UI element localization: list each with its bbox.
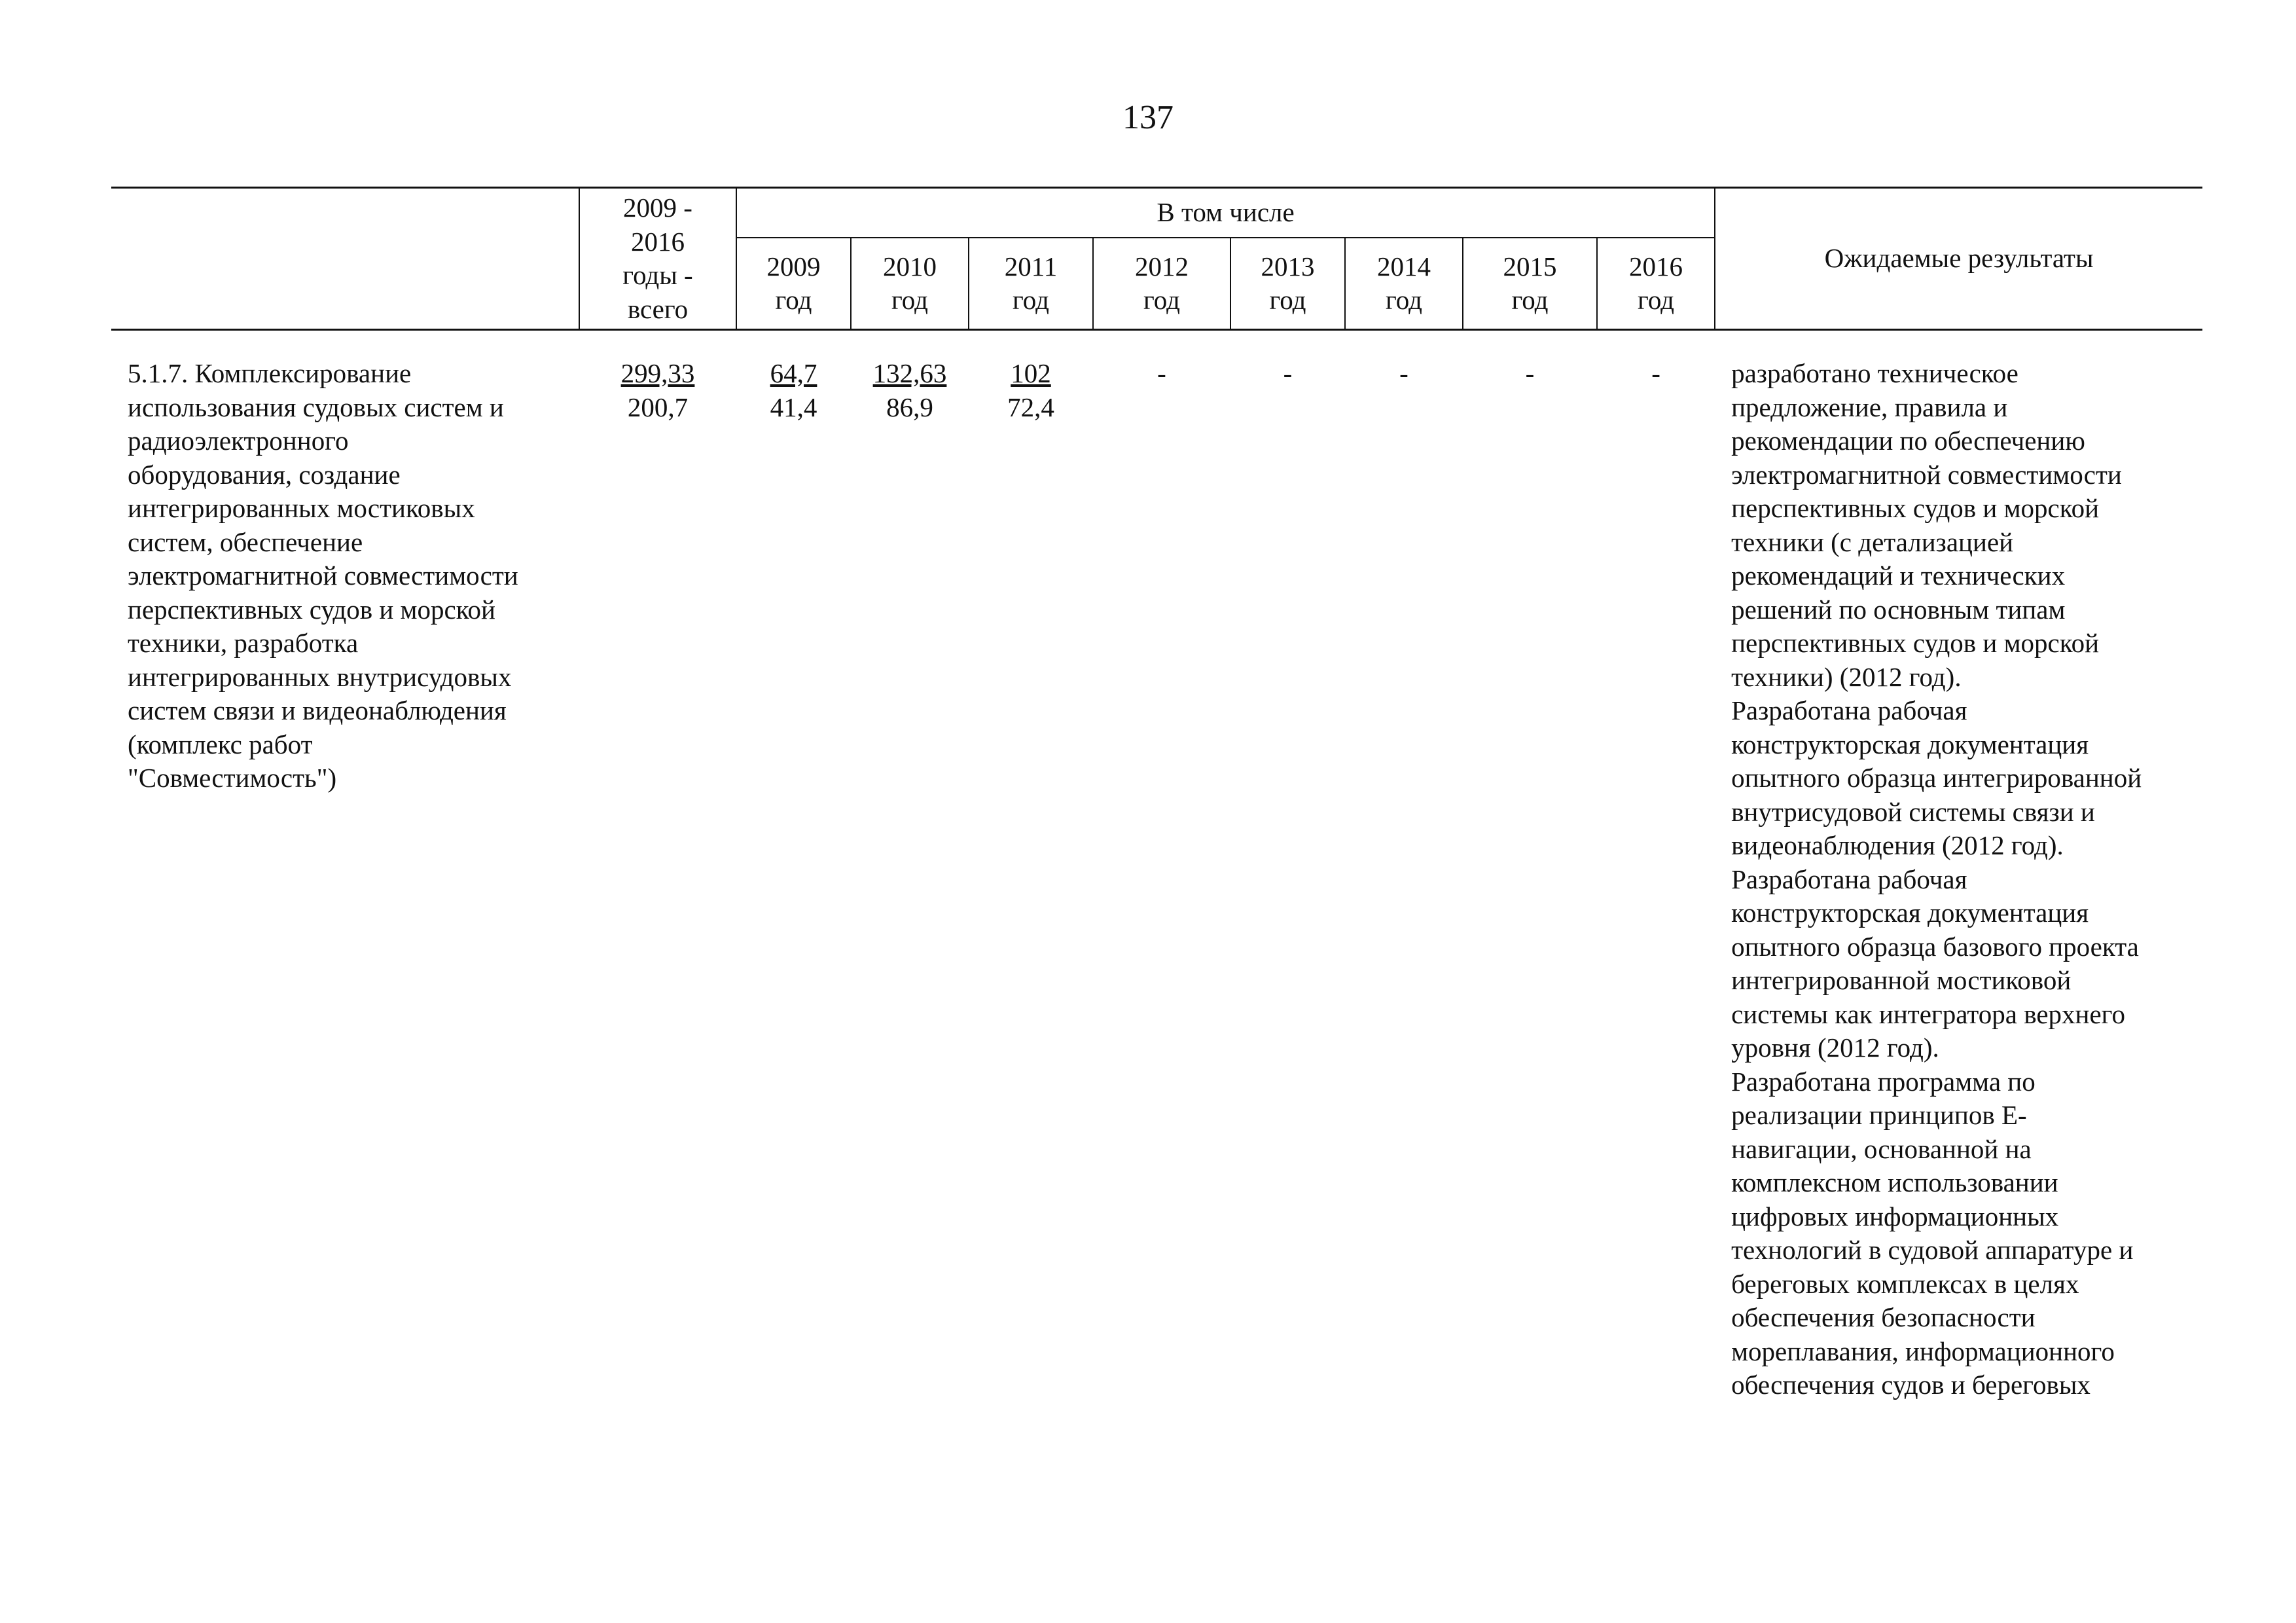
result-line: техники (с детализацией bbox=[1731, 526, 2014, 557]
result-line: навигации, основанной на bbox=[1731, 1133, 2032, 1164]
description-line: систем, обеспечение bbox=[128, 526, 363, 557]
result-line: Разработана рабочая bbox=[1731, 864, 1967, 894]
result-line: цифровых информационных bbox=[1731, 1201, 2059, 1231]
value-2012: - bbox=[1157, 358, 1166, 388]
description-line: электромагнитной совместимости bbox=[128, 560, 518, 591]
value-2010-top: 132,63 bbox=[872, 358, 947, 388]
header-including: В том числе bbox=[736, 188, 1715, 238]
result-line: комплексном использовании bbox=[1731, 1167, 2058, 1197]
description-line: 5.1.7. Комплексирование bbox=[128, 358, 412, 388]
description-line: радиоэлектронного bbox=[128, 426, 349, 456]
value-2016: - bbox=[1651, 358, 1660, 388]
header-year-2014: 2014 год bbox=[1345, 238, 1463, 329]
header-description bbox=[111, 188, 579, 330]
table-header bbox=[111, 188, 2202, 330]
result-line: предложение, правила и bbox=[1731, 392, 2008, 422]
value-2014: - bbox=[1399, 358, 1408, 388]
value-2011 bbox=[969, 357, 1093, 1402]
description-line: (комплекс работ bbox=[128, 729, 313, 759]
total-value-top: 299,33 bbox=[620, 358, 695, 388]
description-line: "Совместимость") bbox=[128, 763, 337, 793]
result-line: обеспечения безопасности bbox=[1731, 1302, 2036, 1332]
value-2009-top: 64,7 bbox=[770, 358, 817, 388]
result-line: уровня (2012 год). bbox=[1731, 1032, 1939, 1063]
header-year-2015: 2015 год bbox=[1463, 238, 1597, 329]
header-year-2012: 2012 год bbox=[1093, 238, 1230, 329]
value-2011-top: 102 bbox=[1011, 358, 1051, 388]
description-line: интегрированных мостиковых bbox=[128, 493, 475, 523]
result-line: конструкторская документация bbox=[1731, 898, 2089, 928]
header-year-2009: 2009 год bbox=[736, 238, 851, 329]
result-line: береговых комплексах в целях bbox=[1731, 1268, 2079, 1299]
value-2009 bbox=[736, 357, 851, 1402]
page-number: 137 bbox=[1122, 99, 1174, 136]
result-line: техники) (2012 год). bbox=[1731, 661, 1962, 692]
description-line: техники, разработка bbox=[128, 628, 359, 658]
value-2009-bottom: 41,4 bbox=[770, 392, 817, 422]
header-total-line: 2009 - bbox=[623, 192, 692, 223]
header-total bbox=[579, 188, 736, 330]
result-line: Разработана рабочая bbox=[1731, 695, 1967, 725]
total-value-bottom: 200,7 bbox=[627, 392, 689, 422]
header-year-2011: 2011 год bbox=[969, 238, 1093, 329]
expected-results bbox=[1715, 357, 2202, 1402]
total-value bbox=[579, 357, 736, 1402]
value-2010-bottom: 86,9 bbox=[886, 392, 933, 422]
result-line: решений по основным типам bbox=[1731, 594, 2066, 625]
result-line: Разработана программа по bbox=[1731, 1066, 2036, 1097]
header-total-line: годы - bbox=[622, 260, 693, 290]
program-table bbox=[111, 187, 2202, 1402]
value-2015: - bbox=[1525, 358, 1535, 388]
header-total-line: 2016 bbox=[631, 226, 685, 257]
result-line: технологий в судовой аппаратуре и bbox=[1731, 1235, 2134, 1265]
result-line: разработано техническое bbox=[1731, 358, 2018, 388]
result-line: опытного образца базового проекта bbox=[1731, 931, 2139, 962]
header-year-2013: 2013 год bbox=[1230, 238, 1345, 329]
result-line: интегрированной мостиковой bbox=[1731, 965, 2072, 995]
result-line: мореплавания, информационного bbox=[1731, 1336, 2115, 1366]
header-year-2016: 2016 год bbox=[1597, 238, 1715, 329]
table-row bbox=[111, 357, 2202, 1402]
result-line: перспективных судов и морской bbox=[1731, 628, 2100, 658]
result-line: внутрисудовой системы связи и bbox=[1731, 796, 2095, 827]
description-line: систем связи и видеонаблюдения bbox=[128, 695, 507, 725]
result-line: электромагнитной совместимости bbox=[1731, 459, 2122, 490]
result-line: опытного образца интегрированной bbox=[1731, 763, 2142, 793]
result-line: системы как интегратора верхнего bbox=[1731, 998, 2125, 1029]
header-total-line: всего bbox=[627, 293, 689, 324]
value-2010 bbox=[851, 357, 969, 1402]
result-line: рекомендаций и технических bbox=[1731, 560, 2066, 591]
value-2011-bottom: 72,4 bbox=[1007, 392, 1054, 422]
result-line: реализации принципов Е- bbox=[1731, 1100, 2027, 1130]
result-line: видеонаблюдения (2012 год). bbox=[1731, 830, 2064, 860]
description-line: интегрированных внутрисудовых bbox=[128, 661, 512, 692]
result-line: перспективных судов и морской bbox=[1731, 493, 2100, 523]
description-line: перспективных судов и морской bbox=[128, 594, 495, 625]
description-line: оборудования, создание bbox=[128, 459, 401, 490]
value-2013: - bbox=[1283, 358, 1293, 388]
result-line: рекомендации по обеспечению bbox=[1731, 426, 2085, 456]
result-line: конструкторская документация bbox=[1731, 729, 2089, 759]
header-results: Ожидаемые результаты bbox=[1715, 188, 2202, 330]
header-year-2010: 2010 год bbox=[851, 238, 969, 329]
description-line: использования судовых систем и bbox=[128, 392, 504, 422]
item-description bbox=[111, 357, 579, 1402]
result-line: обеспечения судов и береговых bbox=[1731, 1370, 2090, 1400]
